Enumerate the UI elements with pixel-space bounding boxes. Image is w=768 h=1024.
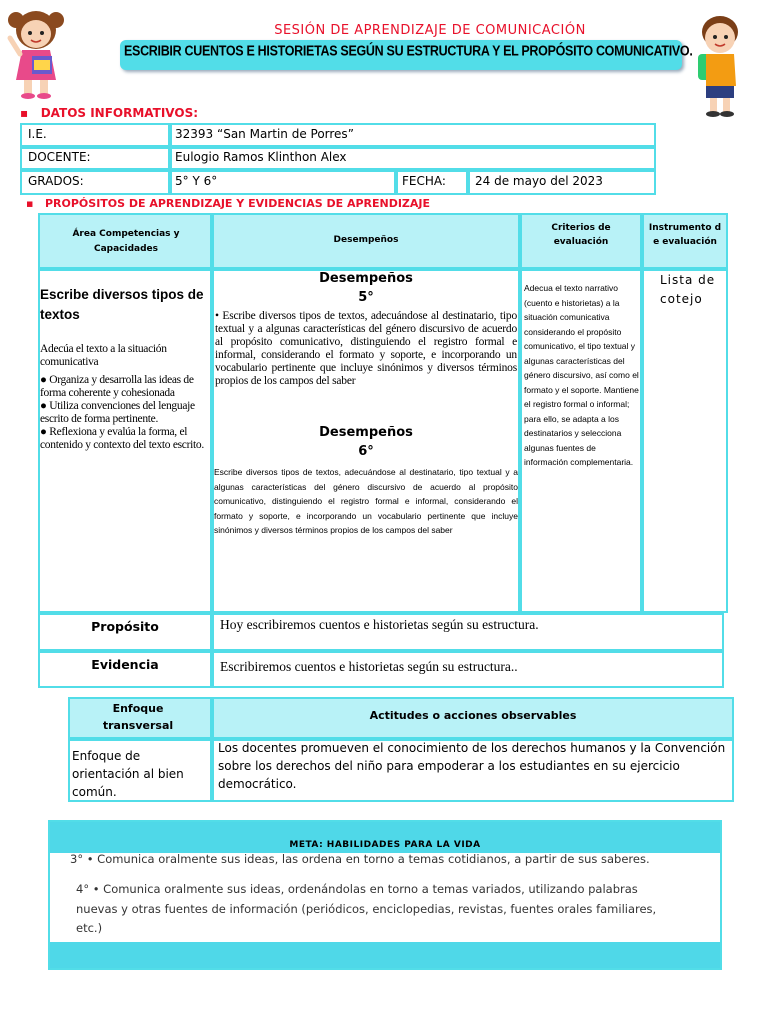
col-desempenos-header: Desempeños bbox=[333, 235, 399, 245]
criterio-text: Adecua el texto narrativo (cuento e historietas) a la situación comunicativa considerando el propósito comunicativo, el tipo textual y algunas características del género discursivo, así como el formato y el soporte. Mantiene el registro formal o informal; para ello, se adapta a los destinatarios y selecciona algunas fuentes de información complementaria. bbox=[524, 283, 639, 467]
evidencia-label: Evidencia bbox=[91, 657, 159, 672]
enfoque-col2-header: Actitudes o acciones observables bbox=[369, 709, 577, 722]
col-instrumento-header: Instrumento de evaluación bbox=[648, 223, 722, 247]
capacidad-item: ● Utiliza convenciones del lenguaje escrito de forma pertinente. bbox=[40, 400, 195, 425]
propositos-heading: ▪ PROPÓSITOS DE APRENDIZAJE Y EVIDENCIAS DE APRENDIZAJE bbox=[26, 197, 431, 210]
ie-value: 32393 “San Martin de Porres” bbox=[175, 127, 354, 141]
meta-line-3: 3° • Comunica oralmente sus ideas, las ordena en torno a temas cotidianos, a partir de sus saberes. bbox=[70, 852, 650, 866]
proposito-label: Propósito bbox=[91, 619, 159, 634]
col-area-header: Área Competencias y Capacidades bbox=[72, 229, 180, 254]
desemp6-grade: 6° bbox=[358, 444, 374, 459]
fecha-label: FECHA: bbox=[402, 174, 446, 188]
instrumento-text: Lista de cotejo bbox=[660, 273, 716, 306]
desemp5-text: • Escribe diversos tipos de textos, adecuándose al destinatario, tipo textual y a algunas características del género discursivo de acuerdo al propósito comunicativo, distinguiendo el registro formal e informal, considerando el formato y soporte, e incorporando un vocabulario pertinente que incluye sinónimos y diversos términos propios de los campos del saber bbox=[215, 310, 517, 387]
ie-label: I.E. bbox=[28, 127, 47, 141]
enfoque-col1-header: Enfoque transversal bbox=[102, 702, 174, 732]
proposito-value: Hoy escribiremos cuentos e historietas según su estructura. bbox=[220, 617, 539, 632]
evidencia-value: Escribiremos cuentos e historietas según su estructura.. bbox=[220, 659, 518, 674]
competencia-title: Escribe diversos tipos de textos bbox=[40, 287, 204, 322]
grados-value: 5° Y 6° bbox=[175, 174, 218, 188]
docente-label: DOCENTE: bbox=[28, 150, 91, 164]
enfoque-text: Los docentes promueven el conocimiento de los derechos humanos y la Convención sobre los derechos del niño para empoderar a los estudiantes en su ejercicio democrático. bbox=[218, 741, 726, 791]
docente-value: Eulogio Ramos Klinthon Alex bbox=[175, 150, 347, 164]
capacidad-item: ● Reflexiona y evalúa la forma, el contenido y contexto del texto escrito. bbox=[40, 426, 204, 451]
enfoque-name: Enfoque de orientación al bien común. bbox=[72, 749, 184, 799]
desemp6-text: Escribe diversos tipos de textos, adecuándose al destinatario, tipo textual y a algunas características del género discursivo de acuerdo al propósito comunicativo, distinguiendo el registro formal e informal, considerando el formato y soporte, e incorporando un vocabulario pertinente que incluye sinónimos y diversos términos propios de los campos del saber bbox=[214, 467, 518, 535]
page-subtitle: ESCRIBIR CUENTOS E HISTORIETAS SEGÚN SU ESTRUCTURA Y EL PROPÓSITO COMUNICATIVO. bbox=[124, 42, 693, 60]
desemp5-grade: 5° bbox=[358, 290, 374, 305]
capacidades-list bbox=[40, 343, 212, 452]
page-title: SESIÓN DE APRENDIZAJE DE COMUNICACIÓN bbox=[274, 23, 586, 38]
girl-with-books-icon bbox=[2, 8, 70, 100]
propositos-table bbox=[38, 213, 728, 613]
fecha-value: 24 de mayo del 2023 bbox=[475, 174, 603, 188]
datos-table bbox=[20, 123, 656, 195]
capacidad-item: Adecúa el texto a la situación comunicativa bbox=[40, 343, 167, 368]
meta-line-4: 4° • Comunica oralmente sus ideas, ordenándolas en torno a temas variados, utilizando palabras nuevas y otras fuentes de información (periódicos, enciclopedias, revistas, fuentes orales familiares, etc.) bbox=[76, 882, 657, 935]
enfoque-table bbox=[68, 697, 734, 802]
grados-label: GRADOS: bbox=[28, 174, 84, 188]
col-criterios-header: Criterios de evaluación bbox=[551, 223, 611, 247]
meta-heading: META: HABILIDADES PARA LA VIDA bbox=[289, 840, 481, 850]
datos-heading: ▪ DATOS INFORMATIVOS: bbox=[20, 106, 199, 120]
capacidad-item: ● Organiza y desarrolla las ideas de forma coherente y cohesionada bbox=[40, 374, 194, 399]
desemp5-title: Desempeños bbox=[319, 271, 413, 286]
desemp6-title: Desempeños bbox=[319, 425, 413, 440]
